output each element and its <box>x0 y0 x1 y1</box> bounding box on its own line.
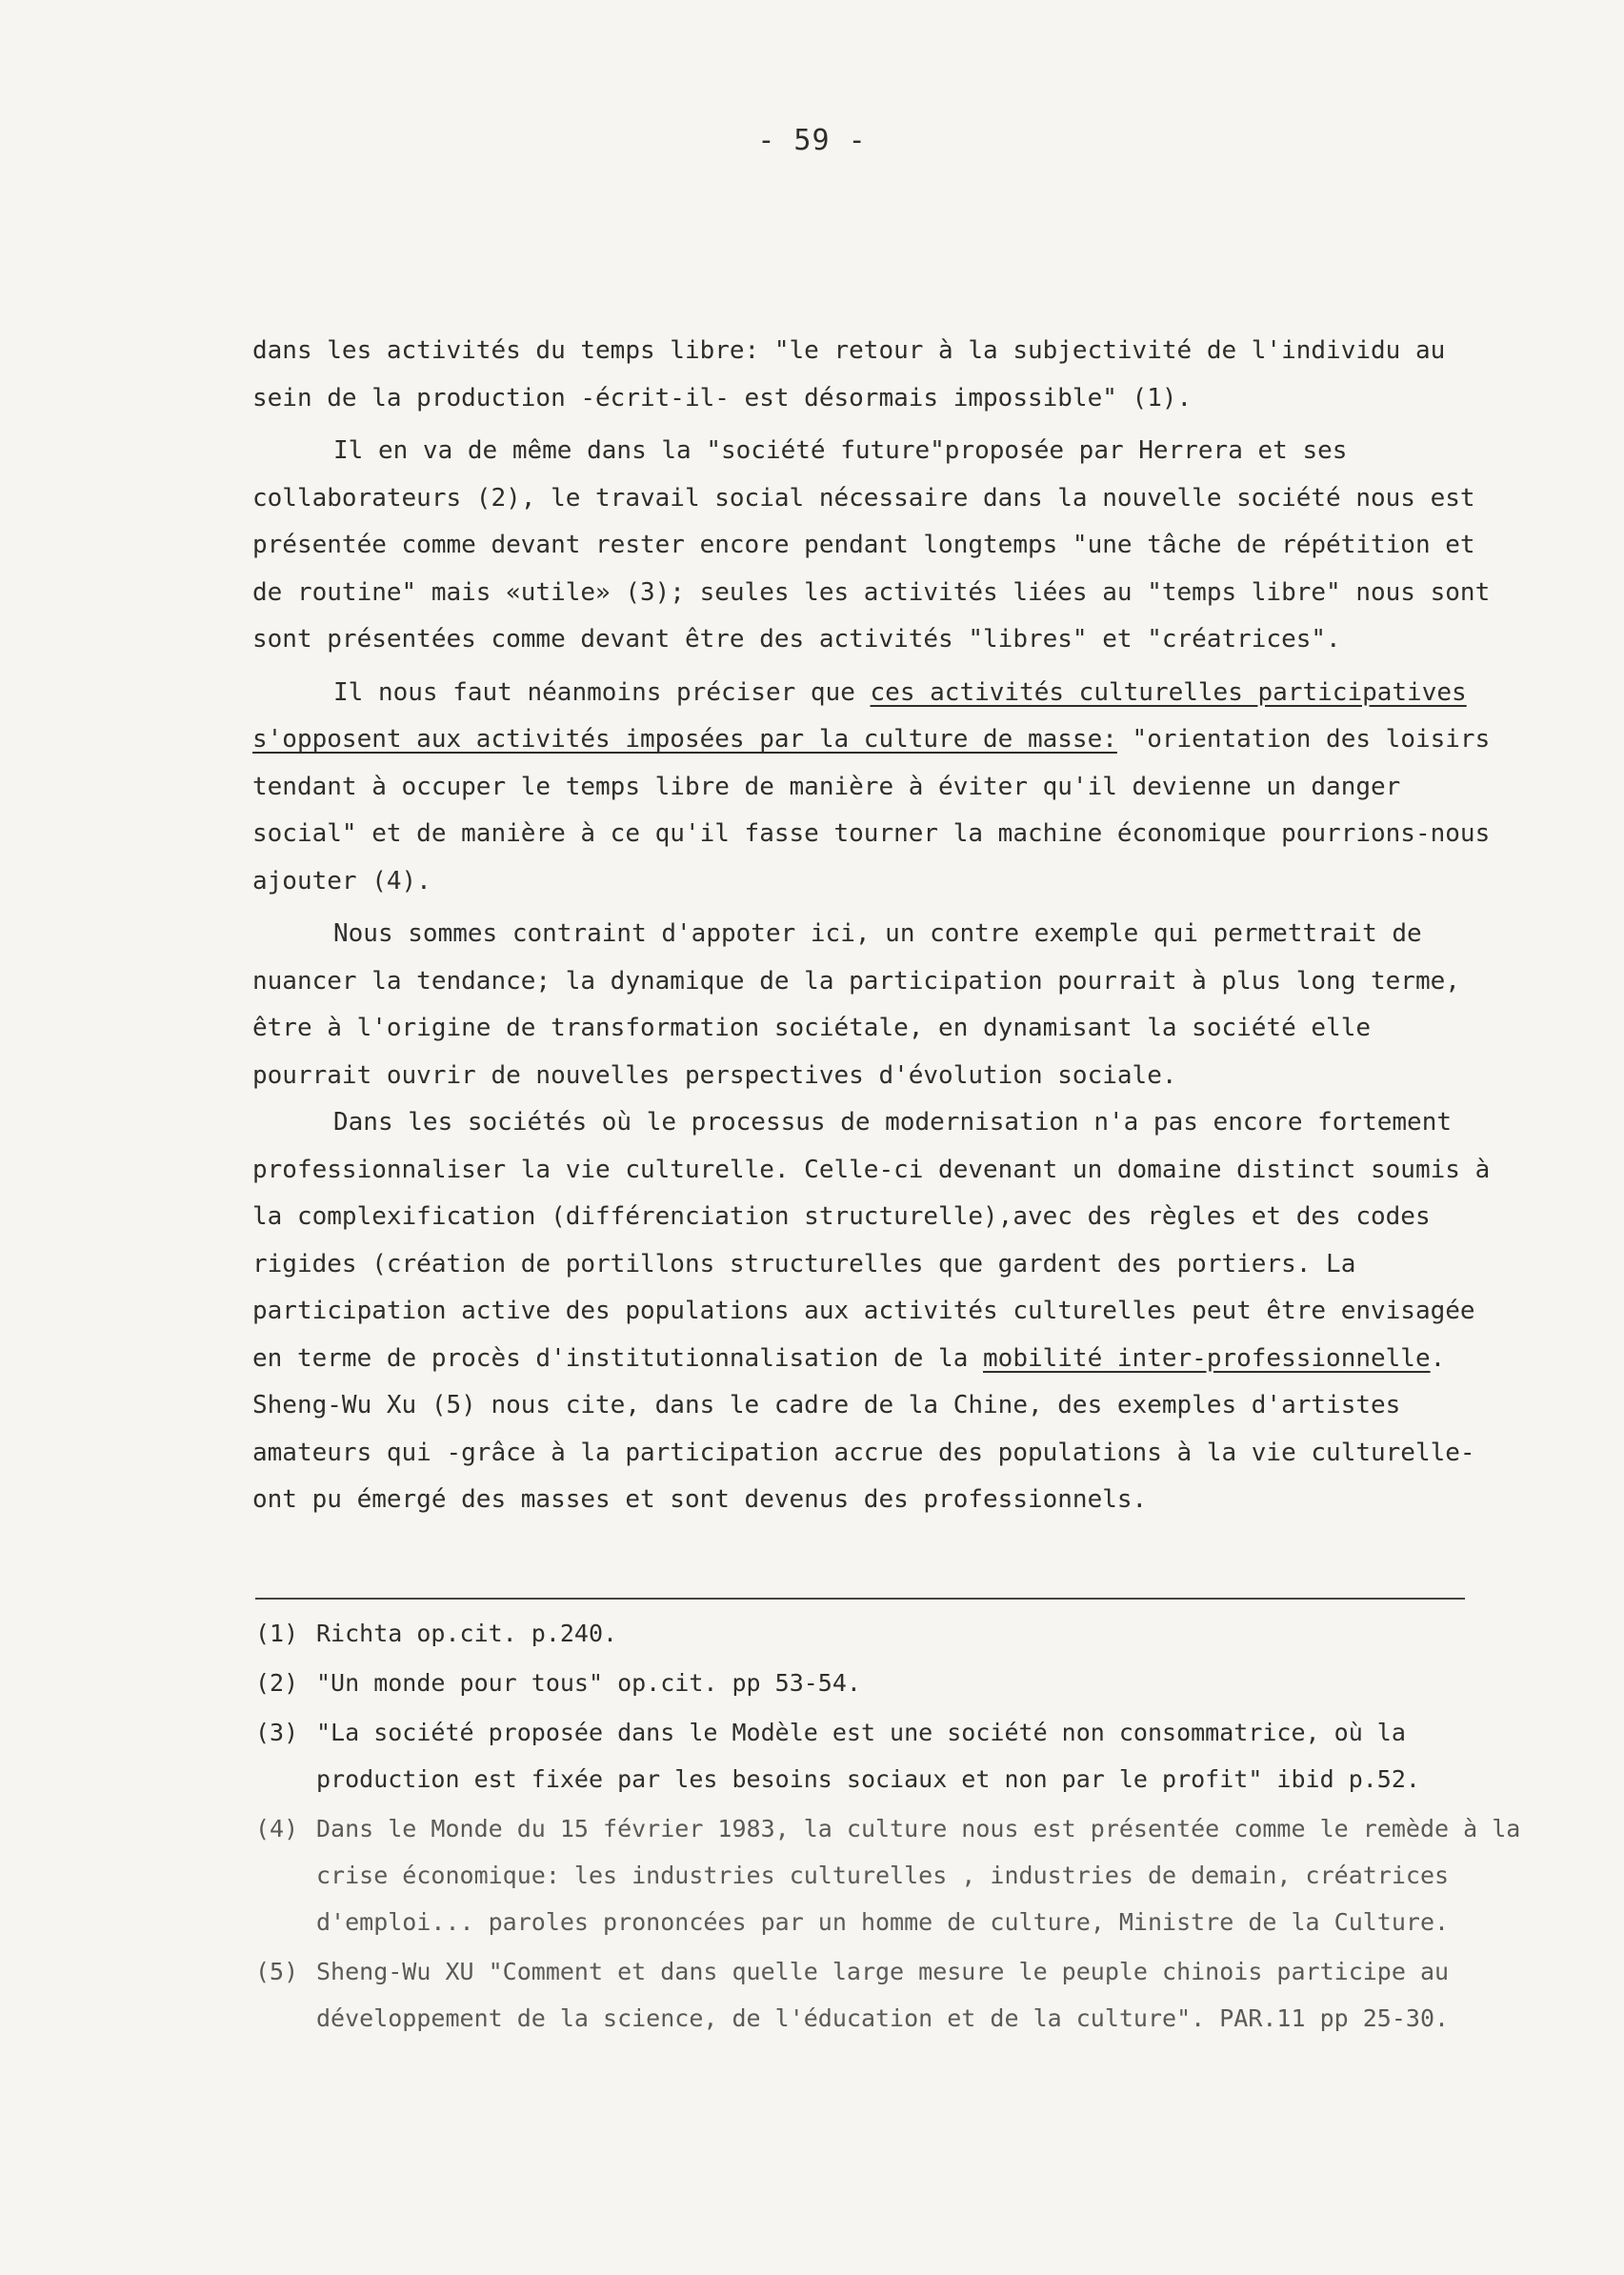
page-number: - 59 - <box>757 124 867 157</box>
paragraph-text: dans les activités du temps libre: "le retour à la subjectivité de l'individu au sein de la production -écrit-il- est désormais impossible" (1). <box>252 336 1446 413</box>
paragraph <box>252 428 1491 664</box>
paragraph-text: . Sheng-Wu Xu (5) nous cite, dans le cadre de la Chine, des exemples d'artistes amateurs qui -grâce à la participation accrue des populations à la vie culturelle- ont pu émergé des masses et sont devenus des professionnels. <box>252 1343 1475 1514</box>
paragraph-text: Il en va de même dans la "société future"proposée par Herrera et ses collaborateurs (2), le travail social nécessaire dans la nouvelle société nous est présentée comme devant rester encore pendant longtemps "une tâche de répétition et de routine" mais «utile» (3); seules les activités liées au "temps libre" nous sont sont présentées comme devant être des activités "libres" et "créatrices". <box>252 436 1491 654</box>
paragraph-text: Il nous faut néanmoins préciser que <box>333 677 871 707</box>
footnote-text: "Un monde pour tous" op.cit. pp 53-54. <box>316 1669 861 1697</box>
footnote-label: (3) <box>255 1719 299 1746</box>
footnote <box>255 1709 1522 1802</box>
footnote-label: (1) <box>255 1620 299 1647</box>
footnote-text: "La société proposée dans le Modèle est une société non consommatrice, où la production est fixée par les besoins sociaux et non par le profit" ibid p.52. <box>316 1719 1420 1793</box>
footnote <box>255 1948 1522 2042</box>
paragraph <box>252 1099 1491 1524</box>
underlined-text: ces activités culturelles participatives s'opposent aux activités imposées par la culture de masse: <box>252 677 1467 754</box>
footnote-separator <box>255 1598 1465 1600</box>
paragraph-text: Nous sommes contraint d'appoter ici, un contre exemple qui permettrait de nuancer la tendance; la dynamique de la participation pourrait à plus long terme, être à l'origine de transformation sociétale, en dynamisant la société elle pourrait ouvrir de nouvelles perspectives d'évolution sociale. <box>252 919 1460 1090</box>
footnote-text: Dans le Monde du 15 février 1983, la culture nous est présentée comme le remède à la crise économique: les industries culturelles , industries de demain, créatrices d'emploi... paroles prononcées par un homme de culture, Ministre de la Culture. <box>316 1815 1521 1936</box>
underlined-text: mobilité inter-professionnelle <box>983 1343 1431 1373</box>
footnote-text: Richta op.cit. p.240. <box>316 1620 618 1647</box>
paragraph <box>252 328 1491 422</box>
paragraph <box>252 670 1491 906</box>
paragraph <box>252 911 1491 1099</box>
footnote <box>255 1610 1522 1657</box>
footnote-label: (2) <box>255 1669 299 1697</box>
paragraph-text: Dans les sociétés où le processus de modernisation n'a pas encore fortement professionnaliser la vie culturelle. Celle-ci devenant un domaine distinct soumis à la complexification (différenciation structurelle),avec des règles et des codes rigides (création de portillons structurelles que gardent des portiers. La participation active des populations aux activités culturelles peut être envisagée en terme de procès d'institutionnalisation de la <box>252 1108 1491 1373</box>
footnote <box>255 1660 1522 1706</box>
footnote-text: Sheng-Wu XU "Comment et dans quelle large mesure le peuple chinois participe au développement de la science, de l'éducation et de la culture". PAR.11 pp 25-30. <box>316 1958 1450 2032</box>
footnotes <box>255 1610 1522 2044</box>
footnote <box>255 1805 1522 1945</box>
footnote-label: (4) <box>255 1815 299 1842</box>
paragraph-text: "orientation des loisirs tendant à occuper le temps libre de manière à éviter qu'il devienne un danger social" et de manière à ce qu'il fasse tourner la machine économique pourrions-nous ajouter (4). <box>252 725 1491 896</box>
footnote-label: (5) <box>255 1958 299 1985</box>
body-text <box>252 328 1491 1524</box>
